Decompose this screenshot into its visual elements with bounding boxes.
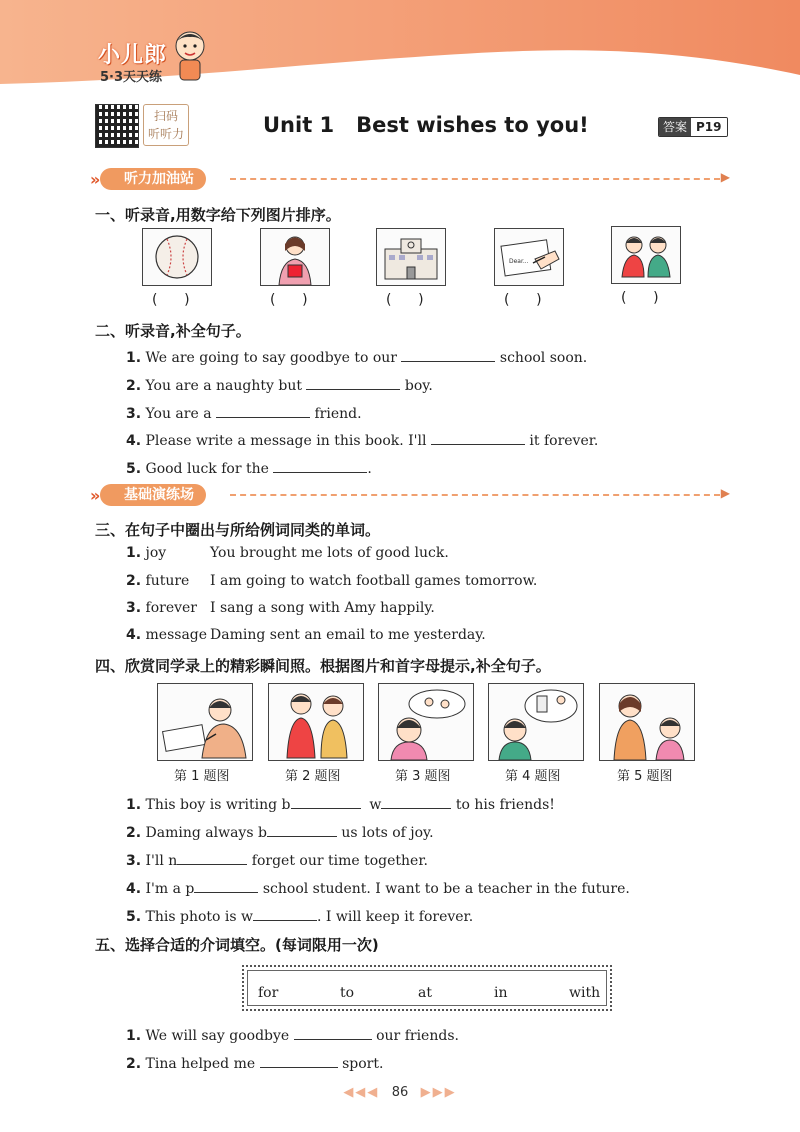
answer-page: P19 [691, 118, 727, 136]
answer-paren[interactable]: ( ) [386, 292, 424, 308]
section-label: 基础演练场 [100, 484, 206, 506]
question-3-heading: 三、在句子中圈出与所给例词同类的单词。 [95, 521, 381, 539]
list-item: 4. Please write a message in this book. I'll it forever. [126, 430, 598, 449]
picture-girls-teacher [599, 683, 695, 761]
answer-blank[interactable] [216, 403, 310, 418]
unit-title: Unit 1 Best wishes to you! [263, 113, 589, 137]
circle-target-sentence[interactable]: Daming sent an email to me yesterday. [210, 627, 486, 643]
answer-blank[interactable] [260, 1053, 338, 1068]
list-item: 1. We are going to say goodbye to our school soon. [126, 347, 587, 366]
answer-tag [658, 117, 728, 137]
qr-code-icon[interactable] [95, 104, 139, 148]
word-bank-item: with [569, 985, 601, 1001]
question-5-heading: 五、选择合适的介词填空。(每词限用一次) [95, 936, 379, 954]
circle-target-sentence[interactable]: I am going to watch football games tomorrow. [210, 573, 538, 589]
picture-caption: 第 4 题图 [505, 769, 561, 784]
page-footer [0, 1085, 800, 1100]
picture-two-kids [611, 226, 681, 284]
circle-target-sentence[interactable]: I sang a song with Amy happily. [210, 600, 435, 616]
answer-blank[interactable] [177, 850, 247, 865]
answer-blank[interactable] [253, 906, 317, 921]
question-4-heading: 四、欣赏同学录上的精彩瞬间照。根据图片和首字母提示,补全句子。 [95, 657, 551, 675]
list-item: 5. This photo is w . I will keep it forever. [126, 906, 473, 925]
dashed-divider [230, 494, 720, 496]
circle-target-sentence[interactable]: You brought me lots of good luck. [210, 545, 449, 561]
arrow-right-icon: ▶ [720, 486, 730, 500]
list-item: 3. forever I sang a song with Amy happily. [126, 600, 435, 616]
word-bank-item: in [494, 985, 508, 1001]
answer-blank[interactable] [194, 878, 258, 893]
answer-blank[interactable] [267, 822, 337, 837]
answer-blank[interactable] [381, 794, 451, 809]
answer-label: 答案 [659, 118, 691, 136]
list-item: 2. Daming always b us lots of joy. [126, 822, 434, 841]
picture-caption: 第 5 题图 [617, 769, 673, 784]
picture-two-boys [268, 683, 364, 761]
picture-caption: 第 1 题图 [174, 769, 230, 784]
mascot-icon [170, 28, 210, 82]
qr-label [143, 104, 189, 146]
answer-paren[interactable]: ( ) [270, 292, 308, 308]
word-bank-item: at [418, 985, 432, 1001]
page-number: 86 [391, 1085, 409, 1100]
section-banner-listening [90, 168, 730, 190]
answer-paren[interactable]: ( ) [152, 292, 190, 308]
list-item: 2. You are a naughty but boy. [126, 375, 433, 394]
list-item: 2. future I am going to watch football games tomorrow. [126, 573, 538, 589]
list-item: 1. joy You brought me lots of good luck. [126, 545, 449, 561]
answer-blank[interactable] [401, 347, 495, 362]
list-item: 3. You are a friend. [126, 403, 362, 422]
picture-girl-thinking [488, 683, 584, 761]
picture-baseball [142, 228, 212, 286]
list-item: 1. This boy is writing b w to his friends! [126, 794, 555, 813]
brand-logo: 小儿郎 [98, 43, 168, 68]
qr-label-line2: 听听力 [147, 127, 184, 141]
question-1-heading: 一、听录音,用数字给下列图片排序。 [95, 206, 341, 224]
answer-paren[interactable]: ( ) [621, 290, 659, 306]
picture-school [376, 228, 446, 286]
picture-girl-dreaming [378, 683, 474, 761]
dashed-divider [230, 178, 720, 180]
triangle-left-icon: ◀◀◀ [343, 1085, 380, 1100]
picture-caption: 第 2 题图 [285, 769, 341, 784]
chevron-right-icon: » [90, 486, 101, 505]
picture-girl-card [260, 228, 330, 286]
section-label: 听力加油站 [100, 168, 206, 190]
question-2-heading: 二、听录音,补全句子。 [95, 322, 251, 340]
list-item: 2. Tina helped me sport. [126, 1053, 383, 1072]
section-banner-basics [90, 484, 730, 506]
word-bank-item: for [258, 985, 279, 1001]
arrow-right-icon: ▶ [720, 170, 730, 184]
answer-blank[interactable] [306, 375, 400, 390]
list-item: 3. I'll n forget our time together. [126, 850, 428, 869]
answer-blank[interactable] [431, 430, 525, 445]
svg-text:Dear...: Dear... [509, 258, 529, 265]
list-item: 5. Good luck for the . [126, 458, 372, 477]
list-item: 4. I'm a p school student. I want to be a teacher in the future. [126, 878, 630, 897]
answer-blank[interactable] [291, 794, 361, 809]
triangle-right-icon: ▶▶▶ [420, 1085, 457, 1100]
word-bank-item: to [340, 985, 355, 1001]
picture-caption: 第 3 题图 [395, 769, 451, 784]
list-item: 4. message Daming sent an email to me yesterday. [126, 627, 486, 643]
chevron-right-icon: » [90, 170, 101, 189]
picture-boy-writing [157, 683, 253, 761]
picture-writing-hand [494, 228, 564, 286]
answer-paren[interactable]: ( ) [504, 292, 542, 308]
answer-blank[interactable] [273, 458, 367, 473]
answer-blank[interactable] [294, 1025, 372, 1040]
brand-subtitle: 5·3天天练 [100, 70, 163, 85]
list-item: 1. We will say goodbye our friends. [126, 1025, 459, 1044]
qr-label-line1: 扫码 [153, 109, 178, 123]
word-bank [242, 965, 612, 1011]
